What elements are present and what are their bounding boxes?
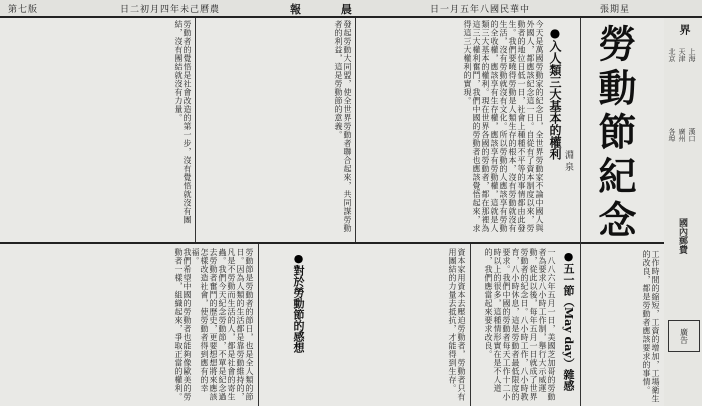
article-title: ●對於勞動節的感想 — [290, 252, 306, 402]
masthead-strip — [0, 0, 702, 18]
side-item: 北京 — [668, 48, 676, 62]
article-title: ●五一節（May day）雜感 — [562, 250, 575, 391]
column-rule — [580, 18, 581, 406]
bullet-icon: ● — [292, 252, 305, 265]
side-panel-head: 界 — [678, 24, 691, 35]
column-rule — [470, 244, 471, 406]
article-body: 勞動節是勞動者的節日，也是全人類的節日。因為人類的生活都是靠勞動維持的，凡是不勞動而生活的人，都是社會的寄生蟲。我們今天紀念勞動節，不單是紀念過去勞動者奮鬥的歷史，更要想想將來應該怎樣改造社會，使勞動者得到應有的幸福。 — [191, 248, 254, 401]
lunar-date: 日二初月四年未己曆農 — [120, 5, 221, 15]
article-body: 工作時間的縮短，工資的增加，工場衛生的改良，都是勞動者應該要求的事情。 — [642, 250, 660, 403]
weekday-label: 張期星 — [600, 5, 631, 15]
gregorian-date: 日一月五年八國民華中 — [430, 5, 531, 15]
paper-name: 報 晨 — [290, 3, 370, 16]
article-body: 我們希望中國的勞動者也能夠像歐美的勞動者一樣，組織起來，爭取正當的權利。 — [174, 248, 192, 401]
page-number-left: 第七版 — [8, 5, 39, 15]
byline: 淵泉 — [563, 150, 573, 174]
column-rule — [258, 244, 259, 406]
main-headline: 勞動節紀念 — [592, 24, 637, 244]
advert-stamp: 廣告 — [668, 320, 700, 352]
column-rule — [195, 18, 196, 242]
side-item: 各埠 — [668, 128, 676, 142]
bullet-icon: ● — [562, 250, 575, 263]
side-notice: 國內郵費 — [677, 218, 687, 254]
bullet-icon: ● — [548, 26, 562, 40]
side-item: 廣州 — [678, 128, 686, 142]
section-divider — [0, 242, 664, 244]
article-body: 發起勞動大同盟，使全世界勞動者聯合起來，共同謀勞動者的利益，這是勞動節的意義。 — [334, 20, 352, 233]
article-body: 一八八六年五月一日，美國芝加哥的勞動者為要求八小時工作制，舉行大示威運動，從此以後，每年五月一日就成了世界勞動者的紀念日。八小時工作，八小時教育，八小時休息，這是勞動者最低限度的要求。我們中國的勞動者每天工作十二小時以上的很多，這種情形實在是不人道的，我們應當起來要求改良。 — [484, 248, 556, 401]
article-body: 資本家用資本去壓迫勞動者，勞動者只有用團結的力量去抵抗，才能得到生存。 — [448, 248, 466, 401]
column-rule — [355, 18, 356, 242]
article-body: 勞動者的覺悟是社會改造的第一步，沒有覺悟就沒有團結，沒有團結就沒有力量。 — [174, 20, 192, 224]
side-item: 漢口 — [688, 128, 696, 142]
article-title: ●入人類三大基本的權利 — [548, 26, 562, 160]
article-body: 今天是萬國勞動家的紀念日，全世界勞動家不論中國人與外國人，都應該紀念這一日。自從有了資本制度以來，勞動者的地位日低一日，社會上種種不平等的事情都由此發生。我們要曉得勞動是人類生存的根本，沒有勞動就沒有生活，沒有勞動就沒有文化。所以勞動的人應該享有勞動的全收權，應該享有生存權，應該享有勞動權，這就是人類三大基本的權利。現在世界各國的勞動者，都在那裡為這三大權利奮鬥，我們中國的勞動者也應該覺悟起來，求得這三大權利的實現。 — [463, 20, 544, 233]
side-item: 上海 — [688, 48, 696, 62]
side-item: 天津 — [678, 48, 686, 62]
